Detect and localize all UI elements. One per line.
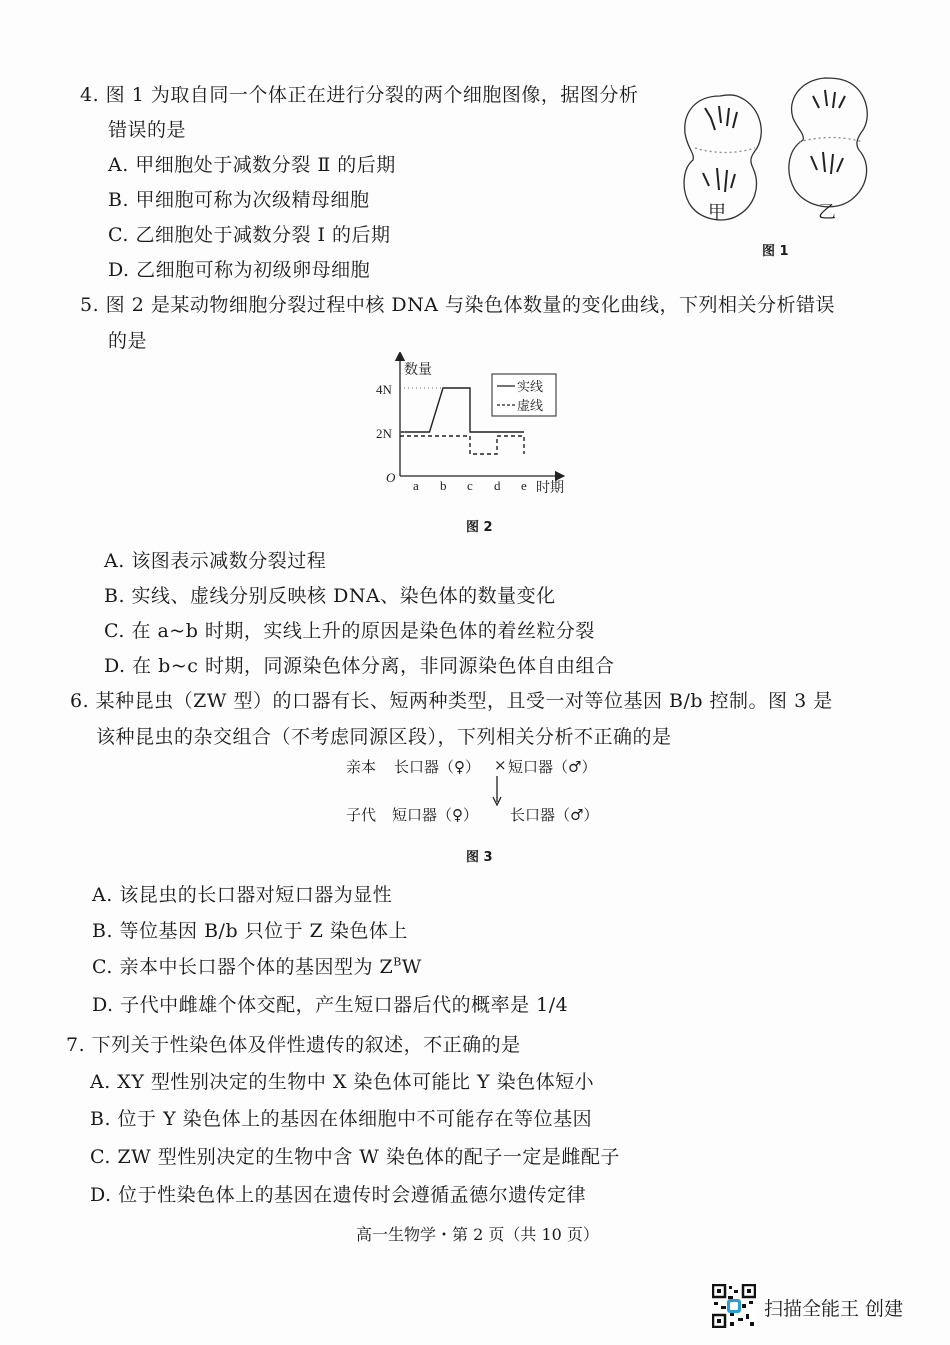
q7-option-b: B. 位于 Y 染色体上的基因在体细胞中不可能存在等位基因 <box>90 1108 593 1130</box>
child-male: 长口器（♂） <box>510 806 599 824</box>
q6-option-c <box>92 952 422 979</box>
q6-option-c-text: C. 亲本中长口器个体的基因型为 Z <box>92 956 394 978</box>
figure1-cells <box>675 68 885 238</box>
cross-symbol: × <box>494 756 507 774</box>
y-tick-2n: 2N <box>376 426 392 441</box>
q6-option-c-sup: B <box>393 955 402 969</box>
q4-option-c: C. 乙细胞处于减数分裂 Ⅰ 的后期 <box>108 224 391 246</box>
q7-option-d: D. 位于性染色体上的基因在遗传时会遵循孟德尔遗传定律 <box>90 1184 587 1206</box>
figure2-chart <box>360 352 590 500</box>
q5-option-b: B. 实线、虚线分别反映核 DNA、染色体的数量变化 <box>104 585 556 607</box>
child-female: 短口器（♀） <box>392 806 478 824</box>
x-tick-a: a <box>413 478 419 493</box>
page-footer: 高一生物学・第 2 页（共 10 页） <box>356 1225 599 1244</box>
q6-option-a: A. 该昆虫的长口器对短口器为显性 <box>92 884 393 906</box>
watermark-text: 扫描全能王 创建 <box>764 1298 904 1320</box>
x-tick-b: b <box>440 478 447 493</box>
q5-option-d: D. 在 b~c 时期，同源染色体分离，非同源染色体自由组合 <box>104 655 615 677</box>
q6-option-c-post: W <box>401 956 422 978</box>
parent-male: 短口器（♂） <box>508 758 597 776</box>
figure2-caption: 图 2 <box>466 520 493 535</box>
y-tick-4n: 4N <box>376 382 392 397</box>
figure3-caption: 图 3 <box>466 850 493 865</box>
q6-stem-line1: 6. 某种昆虫（ZW 型）的口器有长、短两种类型，且受一对等位基因 B/b 控制。图 3 是 <box>70 690 833 712</box>
x-axis-label: 时期 <box>536 481 564 496</box>
cell-yi <box>789 78 867 207</box>
child-label: 子代 <box>346 806 377 824</box>
q7-stem: 7. 下列关于性染色体及伴性遗传的叙述，不正确的是 <box>66 1034 521 1056</box>
q5-option-c: C. 在 a~b 时期，实线上升的原因是染色体的着丝粒分裂 <box>104 620 595 642</box>
series-dashed-line <box>400 436 524 454</box>
x-tick-e: e <box>521 478 527 493</box>
q5-stem-line2: 的是 <box>108 330 148 352</box>
origin-label: O <box>386 470 396 485</box>
q5-stem-line1: 5. 图 2 是某动物细胞分裂过程中核 DNA 与染色体数量的变化曲线，下列相关分析错误 <box>80 294 835 316</box>
parent-label: 亲本 <box>346 758 377 776</box>
cell-yi-label: 乙 <box>818 202 836 223</box>
q4-stem-line2: 错误的是 <box>108 119 187 141</box>
qr-code-icon <box>712 1284 756 1328</box>
q6-option-d: D. 子代中雌雄个体交配，产生短口器后代的概率是 1/4 <box>92 994 569 1016</box>
x-tick-d: d <box>494 478 501 493</box>
q4-stem-line1: 4. 图 1 为取自同一个体正在进行分裂的两个细胞图像，据图分析 <box>80 84 639 106</box>
q7-option-c: C. ZW 型性别决定的生物中含 W 染色体的配子一定是雌配子 <box>90 1146 620 1168</box>
x-tick-c: c <box>467 478 473 493</box>
q4-option-d: D. 乙细胞可称为初级卵母细胞 <box>108 259 371 281</box>
q7-option-a: A. XY 型性别决定的生物中 X 染色体可能比 Y 染色体短小 <box>90 1071 595 1093</box>
cell-jia-label: 甲 <box>708 202 726 223</box>
q4-option-a: A. 甲细胞处于减数分裂 Ⅱ 的后期 <box>108 154 396 176</box>
legend-solid-label: 实线 <box>517 379 544 394</box>
q6-stem-line2: 该种昆虫的杂交组合（不考虑同源区段），下列相关分析不正确的是 <box>96 726 672 748</box>
y-axis-label: 数量 <box>404 363 432 378</box>
figure1-caption: 图 1 <box>762 244 789 259</box>
q4-option-b: B. 甲细胞可称为次级精母细胞 <box>108 189 370 211</box>
cross-arrow <box>490 776 504 806</box>
q6-option-b: B. 等位基因 B/b 只位于 Z 染色体上 <box>92 920 408 942</box>
q5-option-a: A. 该图表示减数分裂过程 <box>104 550 327 572</box>
legend-dashed-label: 虚线 <box>517 398 544 413</box>
parent-female: 长口器（♀） <box>394 758 480 776</box>
